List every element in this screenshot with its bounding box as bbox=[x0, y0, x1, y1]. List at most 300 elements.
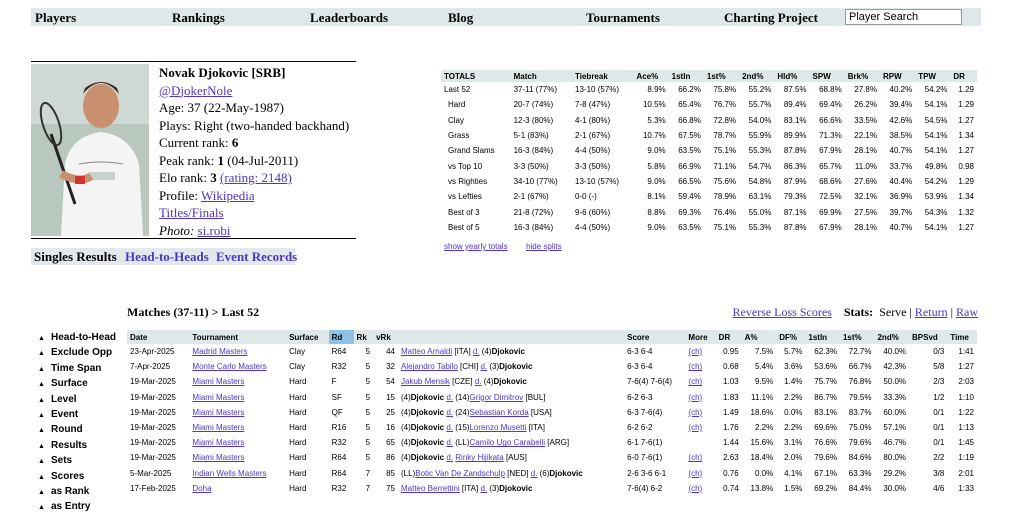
totals-cell: 66.2% bbox=[678, 85, 701, 95]
match-stat-f1: 76.8% bbox=[848, 377, 872, 387]
charting-link[interactable]: (ch) bbox=[688, 362, 703, 372]
triangle-icon: ▲ bbox=[38, 365, 45, 373]
opponent-link[interactable]: Rinky Hijikata bbox=[455, 453, 504, 463]
totals-header-cell[interactable]: Ace% bbox=[633, 70, 668, 82]
totals-cell: 42.6% bbox=[889, 115, 913, 125]
totals-cell: 75.1% bbox=[713, 146, 737, 156]
stats-return-link[interactable]: Return bbox=[914, 305, 948, 319]
triangle-icon: ▲ bbox=[38, 458, 45, 466]
match-stat-fin: 86.7% bbox=[814, 392, 837, 402]
totals-row-label: Grass bbox=[448, 131, 470, 141]
totals-cell: 49.8% bbox=[924, 161, 948, 171]
photo-credit-link[interactable]: si.robi bbox=[197, 222, 231, 238]
match-stat-dr: 1.76 bbox=[723, 423, 739, 433]
totals-cell: 16-3 (84%) bbox=[513, 222, 554, 232]
opp-seed: (14) bbox=[453, 392, 470, 402]
opponent-country: [ARG] bbox=[545, 438, 570, 448]
match-stat-df: 2.2% bbox=[784, 392, 803, 402]
match-opp-rank: 85 bbox=[386, 468, 395, 478]
seed-prefix: (4) bbox=[401, 423, 411, 433]
totals-cell: 40.7% bbox=[889, 146, 913, 156]
totals-row bbox=[441, 189, 977, 204]
totals-links bbox=[444, 242, 562, 251]
player-seed: (4) bbox=[479, 347, 492, 357]
show-yearly-totals-link[interactable]: show yearly totals bbox=[444, 242, 508, 251]
totals-cell: 4-4 (50%) bbox=[575, 222, 611, 232]
matches-header-cell[interactable] bbox=[398, 330, 624, 344]
match-stat-dr: 1.49 bbox=[723, 407, 739, 417]
match-opp-rank: 32 bbox=[386, 362, 395, 372]
opponent-link[interactable]: Jakub Mensik bbox=[401, 377, 450, 387]
totals-cell: 68.6% bbox=[819, 176, 842, 186]
match-surface: Clay bbox=[289, 347, 306, 357]
match-score: 6-1 7-6(1) bbox=[627, 438, 663, 448]
match-d-link[interactable]: d. bbox=[474, 377, 482, 387]
match-d-link[interactable]: d. bbox=[472, 347, 480, 357]
match-stat-dr: 1.83 bbox=[723, 392, 739, 402]
match-tournament-cell bbox=[189, 390, 286, 405]
totals-cell: 54.7% bbox=[748, 161, 772, 171]
match-stat-df: 1.5% bbox=[784, 483, 803, 493]
triangle-icon: ▲ bbox=[38, 504, 45, 512]
match-d-link[interactable]: d. bbox=[530, 468, 538, 478]
nav-leaderboards[interactable]: Leaderboards bbox=[310, 10, 388, 25]
tournament-link[interactable]: Monte Carlo Masters bbox=[192, 362, 267, 372]
totals-header-cell[interactable]: TPW bbox=[915, 70, 950, 82]
matches-header-cell[interactable]: Tournament bbox=[189, 330, 286, 344]
filter-label: Sets bbox=[51, 455, 73, 467]
match-rank: 5 bbox=[365, 392, 371, 402]
profile-line bbox=[159, 187, 349, 205]
filter-scores[interactable] bbox=[38, 470, 116, 485]
nav-players[interactable]: Players bbox=[35, 10, 77, 25]
seed-prefix: (4) bbox=[401, 392, 411, 402]
totals-cell: 68.8% bbox=[819, 85, 842, 95]
profile-label: Profile: bbox=[159, 187, 202, 203]
match-stat-df: 5.7% bbox=[784, 347, 803, 357]
match-stat-bp: 2/2 bbox=[933, 453, 945, 463]
totals-cell: 1.34 bbox=[958, 131, 974, 141]
tournament-link[interactable]: Miami Masters bbox=[192, 438, 245, 448]
match-rank: 7 bbox=[365, 483, 371, 493]
tournament-link[interactable]: Miami Masters bbox=[192, 407, 245, 417]
wikipedia-link[interactable]: Wikipedia bbox=[201, 187, 255, 203]
totals-cell: 36.9% bbox=[889, 192, 913, 202]
matches-header-cell[interactable]: DR bbox=[716, 330, 742, 344]
triangle-icon: ▲ bbox=[38, 412, 45, 420]
matches-header-cell[interactable]: Score bbox=[624, 330, 685, 344]
match-round: F bbox=[331, 377, 337, 387]
charting-link[interactable]: (ch) bbox=[688, 347, 703, 357]
tournament-link[interactable]: Miami Masters bbox=[192, 423, 245, 433]
stats-serve: Serve bbox=[879, 305, 907, 319]
matches-header-cell[interactable]: Surface bbox=[286, 330, 329, 344]
matches-header-cell[interactable]: 1stIn bbox=[805, 330, 840, 344]
totals-cell: 54.2% bbox=[924, 176, 948, 186]
match-d-link[interactable]: d. bbox=[446, 453, 454, 463]
match-d-link[interactable]: d. bbox=[446, 438, 454, 448]
match-surface: Hard bbox=[289, 438, 307, 448]
filter-exclude-opp[interactable] bbox=[38, 346, 116, 361]
totals-cell: 89.4% bbox=[783, 100, 807, 110]
charting-link[interactable]: (ch) bbox=[688, 407, 703, 417]
triangle-icon: ▲ bbox=[38, 381, 45, 389]
totals-cell: 22.1% bbox=[854, 131, 877, 141]
match-stat-f1: 84.4% bbox=[848, 483, 872, 493]
filter-label: Scores bbox=[51, 470, 85, 482]
matches-links bbox=[733, 305, 978, 320]
tournament-link[interactable]: Miami Masters bbox=[192, 453, 245, 463]
totals-header-cell[interactable]: 2nd% bbox=[739, 70, 774, 82]
match-score: 6-3 7-6(4) bbox=[627, 407, 663, 417]
match-stat-f1: 72.7% bbox=[848, 347, 872, 357]
match-tournament-cell bbox=[189, 435, 286, 450]
player-djokovic: Djokovic bbox=[549, 468, 583, 478]
totals-cell: 10.5% bbox=[642, 100, 666, 110]
matches-header-cell[interactable]: More bbox=[685, 330, 715, 344]
totals-cell: 28.1% bbox=[854, 146, 877, 156]
match-stat-s2: 50.0% bbox=[883, 377, 907, 387]
match-rank: 5 bbox=[365, 347, 371, 357]
totals-cell: 1.27 bbox=[958, 115, 974, 125]
totals-cell: 72.5% bbox=[819, 192, 842, 202]
nav-tournaments[interactable]: Tournaments bbox=[586, 10, 660, 25]
totals-cell: 1.29 bbox=[958, 176, 974, 186]
opponent-link[interactable]: Botic Van De Zandschulp bbox=[415, 468, 505, 478]
match-stat-dr: 0.95 bbox=[723, 347, 739, 357]
match-surface: Hard bbox=[289, 483, 307, 493]
player-djokovic: Djokovic bbox=[499, 362, 533, 372]
totals-header-cell[interactable]: Match bbox=[511, 70, 572, 82]
match-more-cell bbox=[685, 450, 715, 465]
totals-cell: 79.3% bbox=[783, 192, 807, 202]
totals-row-label: vs Lefties bbox=[448, 192, 482, 202]
totals-cell: 59.4% bbox=[678, 192, 701, 202]
totals-cell: 38.5% bbox=[889, 131, 913, 141]
titles-finals-link[interactable]: Titles/Finals bbox=[159, 205, 224, 220]
match-stat-df: 2.2% bbox=[784, 423, 803, 433]
match-surface: Hard bbox=[289, 392, 307, 402]
charting-link[interactable]: (ch) bbox=[688, 468, 703, 478]
matches-header-cell[interactable]: vRk bbox=[373, 330, 398, 344]
match-row bbox=[127, 481, 977, 496]
triangle-icon: ▲ bbox=[38, 350, 45, 358]
player-seed: (4) bbox=[481, 377, 494, 387]
opponent-link[interactable]: Camilo Ugo Carabelli bbox=[469, 438, 546, 448]
charting-link[interactable]: (ch) bbox=[688, 392, 703, 402]
totals-header-cell[interactable]: DR bbox=[950, 70, 977, 82]
stats-raw-link[interactable]: Raw bbox=[956, 305, 978, 319]
totals-cell: 54.1% bbox=[924, 222, 948, 232]
opponent-link[interactable]: Matteo Berrettini bbox=[401, 483, 460, 493]
totals-cell: 65.4% bbox=[678, 100, 701, 110]
match-stat-fin: 67.1% bbox=[814, 468, 837, 478]
match-stat-time: 1:41 bbox=[958, 347, 974, 357]
matches-header-cell[interactable]: 1st% bbox=[840, 330, 875, 344]
filter-round[interactable] bbox=[38, 423, 116, 438]
match-tournament-cell bbox=[189, 405, 286, 420]
match-d-link[interactable]: d. bbox=[480, 483, 488, 493]
nav-charting-project[interactable]: Charting Project bbox=[724, 10, 818, 25]
opp-seed: (24) bbox=[453, 407, 470, 417]
match-more-cell bbox=[685, 374, 715, 389]
totals-cell: 13-10 (57%) bbox=[575, 176, 620, 186]
matches-header-cell[interactable]: A% bbox=[742, 330, 777, 344]
opponent-country: [CHI] bbox=[457, 362, 481, 372]
filter-event[interactable] bbox=[38, 408, 116, 423]
matches-header-cell[interactable]: Date bbox=[127, 330, 189, 344]
totals-cell: 1.29 bbox=[958, 85, 974, 95]
match-round: R64 bbox=[331, 468, 347, 478]
tournament-link[interactable]: Doha bbox=[192, 483, 212, 493]
opponent-link[interactable]: Sebastian Korda bbox=[469, 407, 529, 417]
filter-as-entry[interactable] bbox=[38, 500, 116, 515]
totals-header-cell: TOTALS bbox=[441, 70, 511, 82]
match-stat-f1: 63.3% bbox=[848, 468, 872, 478]
filter-surface[interactable] bbox=[38, 377, 116, 392]
opponent-link[interactable]: Alejandro Tabilo bbox=[401, 362, 458, 372]
match-row bbox=[127, 374, 977, 389]
match-stat-fin: 62.3% bbox=[814, 347, 837, 357]
totals-cell: 9-6 (60%) bbox=[575, 207, 611, 217]
totals-cell: 33.7% bbox=[889, 161, 913, 171]
totals-cell: 21-8 (72%) bbox=[513, 207, 554, 217]
match-date: 5-Mar-2025 bbox=[130, 468, 172, 478]
hide-splits-link[interactable]: hide splits bbox=[526, 242, 562, 251]
match-d-link[interactable]: d. bbox=[446, 423, 454, 433]
match-score: 7-6(4) 7-6(4) bbox=[627, 377, 673, 387]
player-search-input[interactable] bbox=[845, 9, 962, 25]
opponent-country: [AUS] bbox=[503, 453, 527, 463]
totals-header-cell[interactable]: 1stIn bbox=[669, 70, 704, 82]
matches-header-row bbox=[127, 330, 977, 344]
totals-cell: 54.2% bbox=[924, 85, 948, 95]
match-rank: 5 bbox=[365, 438, 371, 448]
charting-link[interactable]: (ch) bbox=[688, 453, 703, 463]
opp-seed: (LL) bbox=[453, 438, 470, 448]
match-opp-rank: 75 bbox=[386, 483, 395, 493]
nav-rankings[interactable]: Rankings bbox=[172, 10, 225, 25]
match-stat-f1: 84.6% bbox=[848, 453, 872, 463]
totals-cell: 71.3% bbox=[819, 131, 842, 141]
twitter-link[interactable]: @DjokerNole bbox=[159, 82, 233, 98]
player-djokovic: Djokovic bbox=[493, 377, 527, 387]
match-round: SF bbox=[331, 392, 342, 402]
player-seed: (3) bbox=[487, 362, 500, 372]
match-stat-a: 13.8% bbox=[750, 483, 774, 493]
totals-row-label: Hard bbox=[448, 100, 466, 110]
totals-row-label: Best of 3 bbox=[448, 207, 480, 217]
totals-cell: 9.0% bbox=[647, 146, 666, 156]
totals-cell: 72.8% bbox=[713, 115, 737, 125]
totals-cell: 53.9% bbox=[924, 192, 948, 202]
tournament-link[interactable]: Madrid Masters bbox=[192, 347, 248, 357]
filter-time-span[interactable] bbox=[38, 362, 116, 377]
totals-cell: 27.5% bbox=[854, 207, 877, 217]
match-stat-fin: 69.2% bbox=[814, 483, 837, 493]
match-row bbox=[127, 420, 977, 435]
current-rank-label: Current rank: bbox=[159, 135, 232, 150]
totals-cell: 66.9% bbox=[678, 161, 701, 171]
totals-cell: 40.4% bbox=[889, 176, 913, 186]
charting-link[interactable]: (ch) bbox=[688, 483, 703, 493]
match-round: R32 bbox=[331, 483, 347, 493]
totals-row bbox=[441, 143, 977, 158]
totals-header-row bbox=[441, 70, 977, 82]
match-stat-f1: 79.5% bbox=[848, 392, 872, 402]
totals-cell: 28.1% bbox=[854, 222, 877, 232]
bio-bottom-rule bbox=[31, 238, 356, 239]
photo-credit-line bbox=[159, 222, 349, 240]
totals-cell: 8.9% bbox=[647, 85, 666, 95]
totals-cell: 87.8% bbox=[783, 146, 807, 156]
totals-cell: 66.8% bbox=[678, 115, 701, 125]
match-d-link[interactable]: d. bbox=[446, 392, 454, 402]
tab-singles-results[interactable]: Singles Results bbox=[34, 249, 117, 264]
totals-header-cell[interactable]: Brk% bbox=[845, 70, 880, 82]
filter-label: as Rank bbox=[51, 486, 90, 498]
totals-cell: 3-3 (50%) bbox=[513, 161, 549, 171]
match-surface: Hard bbox=[289, 377, 307, 387]
triangle-icon: ▲ bbox=[38, 473, 45, 481]
player-name: Novak Djokovic [SRB] bbox=[159, 65, 286, 80]
match-row bbox=[127, 466, 977, 481]
matches-header-cell[interactable]: Time bbox=[947, 330, 977, 344]
match-rank: 5 bbox=[365, 407, 371, 417]
match-stat-s2: 33.3% bbox=[883, 392, 907, 402]
peak-rank bbox=[159, 152, 349, 170]
totals-cell: 66.5% bbox=[678, 176, 701, 186]
charting-link[interactable]: (ch) bbox=[688, 377, 703, 387]
match-stat-bp: 4/6 bbox=[933, 483, 945, 493]
match-stat-fin: 79.6% bbox=[814, 453, 837, 463]
match-stat-a: 0.0% bbox=[754, 468, 774, 478]
player-plays: Plays: Right (two-handed backhand) bbox=[159, 117, 350, 133]
totals-cell: 55.3% bbox=[748, 146, 772, 156]
match-stat-s2: 30.0% bbox=[883, 483, 907, 493]
tournament-link[interactable]: Indian Wells Masters bbox=[192, 468, 267, 478]
tournament-link[interactable]: Miami Masters bbox=[192, 377, 245, 387]
totals-row-label: vs Righties bbox=[448, 176, 488, 186]
totals-cell: 65.7% bbox=[819, 161, 842, 171]
totals-cell: 39.4% bbox=[889, 100, 913, 110]
totals-row bbox=[441, 220, 977, 235]
match-more-cell bbox=[685, 481, 715, 496]
filter-as-rank[interactable] bbox=[38, 485, 116, 500]
totals-cell: 55.7% bbox=[748, 100, 772, 110]
match-opp-rank: 15 bbox=[386, 392, 395, 402]
filter-level[interactable] bbox=[38, 393, 116, 408]
totals-cell: 87.9% bbox=[783, 176, 807, 186]
tab-head-to-heads[interactable]: Head-to-Heads bbox=[125, 249, 209, 264]
match-more-cell bbox=[685, 435, 715, 450]
player-djokovic: Djokovic bbox=[410, 423, 445, 433]
match-d-link[interactable]: d. bbox=[480, 362, 488, 372]
match-more-cell bbox=[685, 466, 715, 481]
filter-head-to-head[interactable] bbox=[38, 331, 116, 346]
totals-cell: 54.1% bbox=[924, 131, 948, 141]
totals-cell: 69.3% bbox=[678, 207, 701, 217]
filter-label: Event bbox=[51, 409, 79, 421]
match-description bbox=[398, 435, 624, 450]
nav-blog[interactable]: Blog bbox=[448, 10, 474, 25]
match-d-link[interactable]: d. bbox=[446, 407, 454, 417]
match-round: R32 bbox=[331, 362, 347, 372]
opp-seed: (15) bbox=[453, 423, 470, 433]
tab-event-records[interactable]: Event Records bbox=[216, 249, 298, 264]
match-tournament-cell bbox=[189, 359, 286, 374]
matches-header-cell[interactable]: Rd bbox=[329, 330, 354, 344]
match-stat-fin: 53.6% bbox=[814, 362, 837, 372]
match-stat-a: 11.1% bbox=[751, 392, 774, 402]
totals-cell: 9.0% bbox=[647, 176, 666, 186]
totals-header-cell[interactable]: SPW bbox=[810, 70, 845, 82]
match-stat-df: 1.4% bbox=[784, 377, 803, 387]
totals-cell: 12-3 (80%) bbox=[513, 115, 554, 125]
totals-cell: 27.8% bbox=[854, 85, 877, 95]
opponent-link[interactable]: Lorenzo Musetti bbox=[469, 423, 527, 433]
opponent-link[interactable]: Matteo Arnaldi bbox=[401, 347, 453, 357]
totals-header-cell[interactable]: RPW bbox=[880, 70, 915, 82]
filter-results[interactable] bbox=[38, 439, 116, 454]
totals-header-cell[interactable]: Hld% bbox=[774, 70, 809, 82]
filter-sets[interactable] bbox=[38, 454, 116, 469]
charting-link[interactable]: (ch) bbox=[688, 423, 703, 433]
matches-header-cell[interactable]: 2nd% bbox=[874, 330, 909, 344]
totals-row-label: Grand Slams bbox=[448, 146, 495, 156]
matches-header-cell[interactable]: Rk bbox=[354, 330, 374, 344]
totals-cell: 4-4 (50%) bbox=[575, 146, 611, 156]
match-row bbox=[127, 359, 977, 374]
tournament-link[interactable]: Miami Masters bbox=[192, 392, 245, 402]
match-stat-time: 2:01 bbox=[958, 468, 974, 478]
match-tournament-cell bbox=[189, 450, 286, 465]
totals-cell: 5.8% bbox=[647, 161, 666, 171]
reverse-loss-scores-link[interactable]: Reverse Loss Scores bbox=[732, 305, 832, 319]
match-row bbox=[127, 405, 977, 420]
match-stat-bp: 3/8 bbox=[933, 468, 945, 478]
match-surface: Clay bbox=[289, 362, 306, 372]
totals-header-cell[interactable]: Tiebreak bbox=[572, 70, 633, 82]
match-date: 19-Mar-2025 bbox=[130, 438, 176, 448]
opponent-link[interactable]: Grigor Dimitrov bbox=[469, 392, 524, 402]
stats-sep-2: | bbox=[950, 305, 953, 319]
match-description bbox=[398, 481, 624, 496]
matches-header-cell[interactable]: DF% bbox=[776, 330, 805, 344]
match-description bbox=[398, 344, 624, 359]
match-stat-bp: 0/1 bbox=[933, 407, 945, 417]
match-stat-a: 18.6% bbox=[750, 407, 774, 417]
matches-title: Matches (37-11) > Last 52 bbox=[127, 305, 260, 319]
totals-header-cell[interactable]: 1st% bbox=[704, 70, 739, 82]
current-rank-value: 6 bbox=[231, 135, 239, 150]
match-stat-s2: 29.2% bbox=[883, 468, 907, 478]
match-round: R16 bbox=[331, 423, 347, 433]
match-stat-df: 4.1% bbox=[784, 468, 803, 478]
player-djokovic: Djokovic bbox=[410, 392, 445, 402]
elo-rating-link[interactable]: (rating: 2148) bbox=[220, 170, 292, 185]
totals-table bbox=[441, 70, 977, 235]
matches-header-cell[interactable]: BPSvd bbox=[909, 330, 947, 344]
peak-rank-date: (04-Jul-2011) bbox=[223, 152, 299, 168]
totals-cell: 67.9% bbox=[819, 222, 842, 232]
match-stat-dr: 1.44 bbox=[723, 438, 739, 448]
match-tournament-cell bbox=[189, 374, 286, 389]
totals-cell: 67.9% bbox=[819, 146, 842, 156]
totals-cell: 54.8% bbox=[748, 176, 772, 186]
totals-row bbox=[441, 158, 977, 173]
match-stat-dr: 1.03 bbox=[723, 377, 739, 387]
